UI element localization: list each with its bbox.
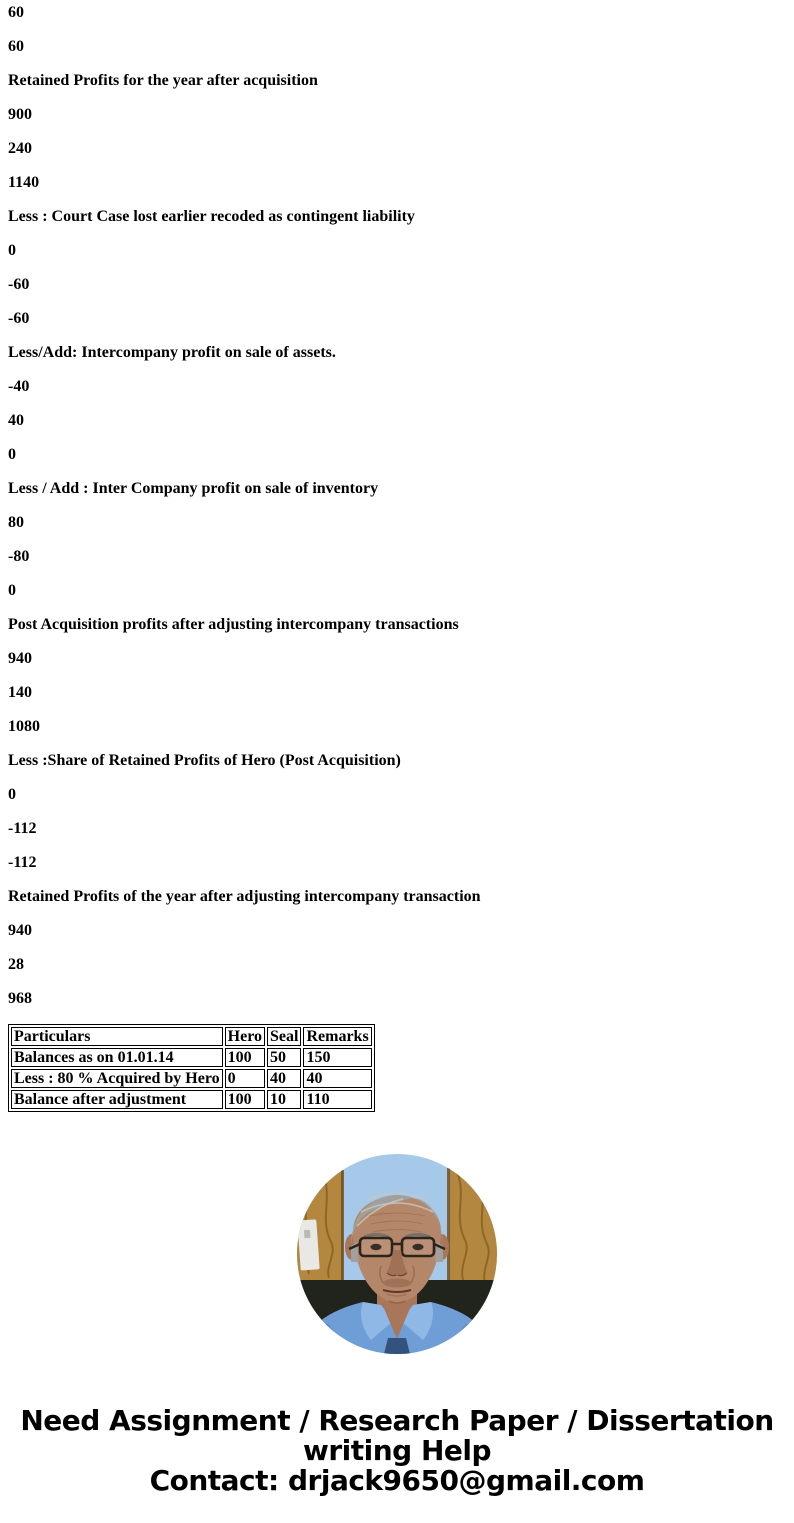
table-cell: 0 (225, 1069, 265, 1088)
table-header-row (11, 1027, 372, 1046)
presenter-photo (297, 1154, 497, 1354)
document-line: 40 (8, 412, 24, 429)
document-line: 0 (8, 446, 16, 463)
glasses-icon (360, 1238, 392, 1256)
document-line: 140 (8, 684, 32, 701)
balances-table (8, 1024, 375, 1112)
document-line: Less :Share of Retained Profits of Hero (Post Acquisition) (8, 752, 401, 769)
document-line: -60 (8, 276, 30, 293)
table-cell: Balances as on 01.01.14 (11, 1048, 223, 1067)
document-line: -60 (8, 310, 30, 327)
document-line: 0 (8, 786, 16, 803)
table-cell: Less : 80 % Acquired by Hero (11, 1069, 223, 1088)
footer-line: writing Help (302, 1434, 492, 1467)
document-line: 240 (8, 140, 32, 157)
document-line: 80 (8, 514, 24, 531)
table-row (11, 1090, 372, 1109)
document-line: -112 (8, 820, 37, 837)
table-cell: 50 (267, 1048, 301, 1067)
table-cell: 150 (303, 1048, 371, 1067)
footer-line: Need Assignment / Research Paper / Dissertation (20, 1404, 774, 1437)
document-line: 28 (8, 956, 24, 973)
document-line: 1140 (8, 174, 40, 191)
table-row (11, 1048, 372, 1067)
document-line: Less / Add : Inter Company profit on sale of inventory (8, 480, 379, 497)
document-line: 1080 (8, 718, 40, 735)
table-cell: 100 (225, 1090, 265, 1109)
document-line: 900 (8, 106, 32, 123)
table-cell: Balance after adjustment (11, 1090, 223, 1109)
document-line: 940 (8, 650, 32, 667)
table-header-seal: Seal (267, 1027, 301, 1046)
document-line: 60 (8, 38, 24, 55)
table-header-hero: Hero (225, 1027, 265, 1046)
document-line: 0 (8, 582, 16, 599)
document-line: Less : Court Case lost earlier recoded as contingent liability (8, 208, 415, 225)
document-line: Post Acquisition profits after adjusting intercompany transactions (8, 616, 459, 633)
table-cell: 110 (303, 1090, 371, 1109)
table-cell: 10 (267, 1090, 301, 1109)
document-line: -112 (8, 854, 37, 871)
table-header-remarks: Remarks (303, 1027, 371, 1046)
document-line: Less/Add: Intercompany profit on sale of assets. (8, 344, 336, 361)
table-header-particulars: Particulars (11, 1027, 223, 1046)
document-line: 968 (8, 990, 32, 1007)
table-row (11, 1069, 372, 1088)
footer-contact: Contact: drjack9650@gmail.com (149, 1464, 645, 1497)
document-line: 0 (8, 242, 16, 259)
document-line: -40 (8, 378, 30, 395)
document-line: 940 (8, 922, 32, 939)
table-cell: 40 (303, 1069, 371, 1088)
document-line: 60 (8, 4, 24, 21)
document-line: Retained Profits of the year after adjusting intercompany transaction (8, 888, 481, 905)
table-cell: 40 (267, 1069, 301, 1088)
document-line: Retained Profits for the year after acquisition (8, 72, 318, 89)
table-cell: 100 (225, 1048, 265, 1067)
photo-row (8, 1154, 786, 1354)
footer-help-text (8, 1406, 786, 1496)
document-line: -80 (8, 548, 30, 565)
